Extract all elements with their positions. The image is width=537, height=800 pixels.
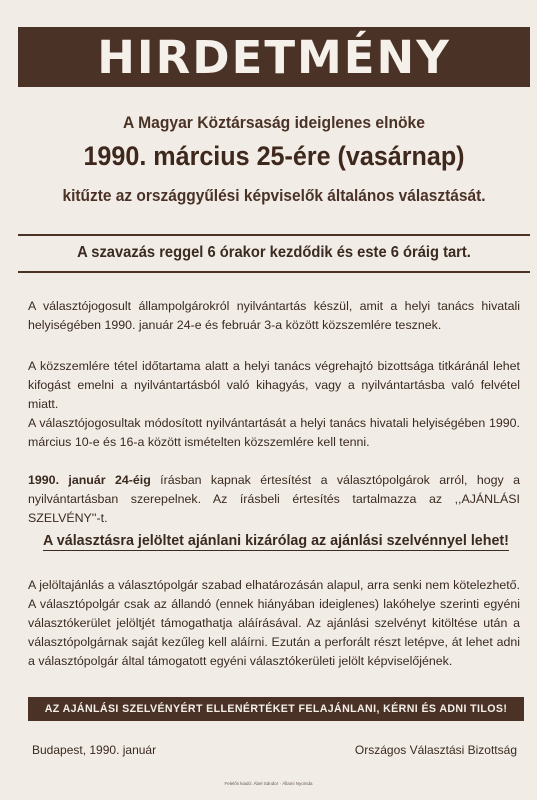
voting-hours: A szavazás reggel 6 órakor kezdődik és este 6 óráig tart. [77, 244, 471, 261]
paragraph-modified-register: A választójogosultak módosított nyilvántartását a helyi tanács hivatali helyiségében 1990. március 10-e és 16-a között ismételten közszemlére kell tenni. [28, 416, 520, 449]
paragraph-notification [28, 471, 520, 528]
nomination-notice [28, 533, 524, 549]
notice-title: HIRDETMÉNY [18, 27, 530, 87]
printer-note: Felelős kiadó: Ábel Sándor · Állami Nyomda [224, 781, 313, 786]
election-announcement: kitűzte az országgyűlési képviselők általános választását. [62, 186, 486, 205]
paragraph-objection: A közszemlére tétel időtartama alatt a helyi tanács végrehajtó bizottsága titkáránál lehet kifogást emelni a nyilvántartásból való kihagyás, vagy a nyilvántartásba való felvétel miatt. [28, 359, 520, 411]
issuer-signature: Országos Választási Bizottság [354, 743, 517, 757]
notification-text: írásban kapnak értesítést a választópolgárok arról, hogy a nyilvántartásban szerepelnek. Az írásbeli értesítés tartalmazza az ,,AJÁNLÁSI SZELVÉNY''-t. [28, 473, 520, 525]
prohibition-banner: AZ AJÁNLÁSI SZELVÉNYÉRT ELLENÉRTÉKET FELAJÁNLANI, KÉRNI ÉS ADNI TILOS! [28, 697, 524, 721]
place-date: Budapest, 1990. január [32, 743, 157, 757]
nomination-notice-text: A választásra jelöltet ajánlani kizárólag az ajánlási szelvénnyel lehet! [43, 533, 509, 549]
paragraph-register: A választójogosult állampolgárokról nyilvántartás készül, amit a helyi tanács hivatali helyiségében 1990. január 24-e és február 3-a között közszemlére tesznek. [28, 299, 520, 332]
election-date: 1990. március 25-ére (vasárnap) [83, 141, 465, 171]
president-line: A Magyar Köztársaság ideiglenes elnöke [123, 113, 425, 132]
divider-top [18, 234, 530, 236]
divider-bottom [18, 271, 530, 273]
paragraph-nomination: A jelöltajánlás a választópolgár szabad elhatározásán alapul, arra senki nem kötelezhető. A választópolgár csak az állandó (ennek hiányában ideiglenes) lakóhelye szerinti egyéni választókerület jelöltjét támogathatja aláírásával. Az ajánlási szelvényt kitöltése után a választópolgárnak saját kezűleg kell aláírni. Ezután a perforált részt letépve, át lehet adni a választópolgár által támogatott egyéni választókerületi jelölt képviselőjének. [28, 578, 520, 668]
notification-deadline: 1990. január 24-éig [28, 473, 151, 487]
